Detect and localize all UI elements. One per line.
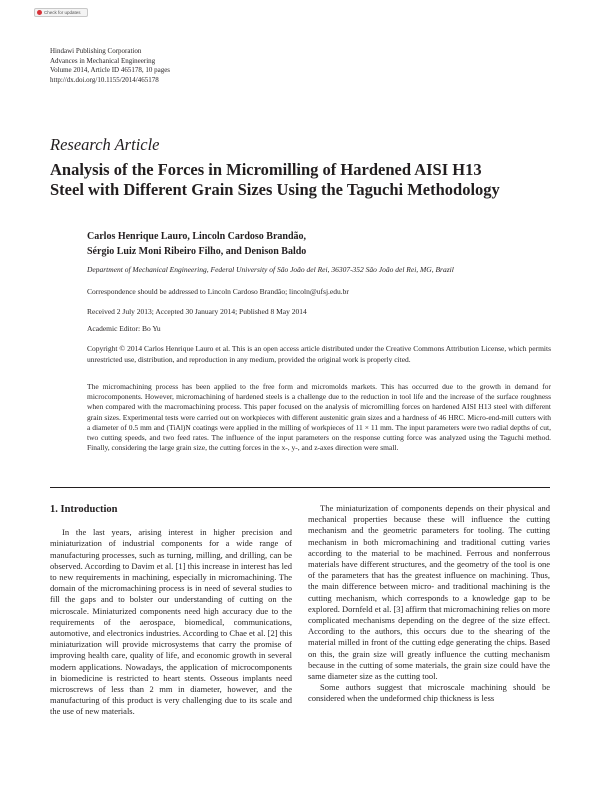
academic-editor: Academic Editor: Bo Yu xyxy=(87,324,161,333)
author-list xyxy=(87,229,557,259)
journal-name: Advances in Mechanical Engineering xyxy=(50,56,156,65)
body-paragraph-2: Some authors suggest that microscale machining should be considered when the undeformed chip thickness is less xyxy=(308,682,550,704)
copyright-notice: Copyright © 2014 Carlos Henrique Lauro et al. This is an open access article distributed under the Creative Commons Attribution License, which permits unrestricted use, distribution, and reproduction in any medium, provided the original work is properly cited. xyxy=(87,344,551,364)
body-paragraph-1: The miniaturization of components depends on their physical and mechanical properties because these will influence the cutting mechanism and the geometric parameters for tooling. The cutting mechanism in both micromachining and traditional cutting varies according to the material to be machined. Ferrous and nonferrous materials have different structures, and the geometry of the tool is one of the parameters that has the greatest influence on machining. Thus, the main difference between micro- and traditional machining is the cutting mechanism, which corresponds to a knowledge gap to be explored. Dornfeld et al. [3] affirm that micromachining relies on more complicated mechanisms depending on the degree of the size effect. According to the authors, this occurs due to the shearing of the material milled in front of the cutting edge generating the chips. Based on this, the grain size will greatly influence the cutting mechanism because in the cutting of some materials, the grain size could have the same diameter size as the cutting tool. xyxy=(308,503,551,682)
section-divider xyxy=(50,487,550,488)
introduction-heading: 1. Introduction xyxy=(50,504,118,515)
authors-line-1: Carlos Henrique Lauro, Lincoln Cardoso Brandão, xyxy=(87,231,307,242)
intro-paragraph: In the last years, arising interest in higher precision and miniaturization of industrial components for a wide range of manufacturing processes, such as turning, milling, and drilling, can be observed. According to Davim et al. [1] this increase in interest has led to new requirements in machining, especially in micromachining. The domain of the micromachining process is in need of several studies to fill the gaps and to bolster our understanding of cutting on the microscale. Miniaturized components need high accuracy due to the requirements of the aerospace, biomedical, communications, automotive, and electronics industries. According to Chae et al. [2] this miniaturization will provide microsystems that carry the promise of improving health care, quality of life, and economic growth in several modern applications. Nowadays, the application of microcomponents in biomedicine is restricted to heart stents. Osseous implants need microscrews of less than 2 mm in diameter, however, and the manufacturing of this product is very challenging due to its scale and the use of new materials. xyxy=(50,527,292,717)
authors-line-2: Sérgio Luiz Moni Ribeiro Filho, and Denison Baldo xyxy=(87,246,307,257)
publisher: Hindawi Publishing Corporation xyxy=(50,47,142,55)
article-type: Research Article xyxy=(50,135,160,154)
title-line-2: Steel with Different Grain Sizes Using the Taguchi Methodology xyxy=(50,180,500,199)
journal-header xyxy=(50,47,170,85)
publication-dates: Received 2 July 2013; Accepted 30 January 2014; Published 8 May 2014 xyxy=(87,307,307,316)
badge-label: Check for updates xyxy=(44,10,81,15)
doi-link[interactable]: http://dx.doi.org/10.1155/2014/465178 xyxy=(50,75,159,84)
abstract: The micromachining process has been applied to the free form and micromolds markets. This has occurred due to the growth in demand for microcomponents. However, micromachining of hardened steels is a challenge due to the reduction in tool life and the increase of the surface roughness when compared with the macromachining process. This paper focused on the analysis of micromilling forces on hardened AISI H13 steel with different grain sizes. Experimental tests were carried out on workpieces with different austenitic grain sizes and a hardness of 46 HRC. Micro-end-mill cutters with a diameter of 0.5 mm and (TiAl)N coatings were applied in the milling of workpieces of 11 × 11 mm. The input parameters were two radial depths of cut, two cutting speeds, and two feed rates. The influence of the input parameters on the response cutting force was analyzed using the Taguchi method. Finally, considering the large grain size, the cutting forces in the x-, y-, and z-axes direction were small. xyxy=(87,382,551,453)
left-column xyxy=(50,500,292,718)
paper-title xyxy=(50,160,570,200)
update-icon xyxy=(37,10,42,15)
check-for-updates-badge[interactable] xyxy=(34,8,88,17)
correspondence: Correspondence should be addressed to Lincoln Cardoso Brandão; lincoln@ufsj.edu.br xyxy=(87,287,349,296)
title-line-1: Analysis of the Forces in Micromilling of Hardened AISI H13 xyxy=(50,160,482,179)
right-column xyxy=(308,503,550,705)
volume-info: Volume 2014, Article ID 465178, 10 pages xyxy=(50,66,171,74)
affiliation: Department of Mechanical Engineering, Federal University of São João del Rei, 36307-352 São João del Rei, MG, Brazil xyxy=(87,265,454,274)
